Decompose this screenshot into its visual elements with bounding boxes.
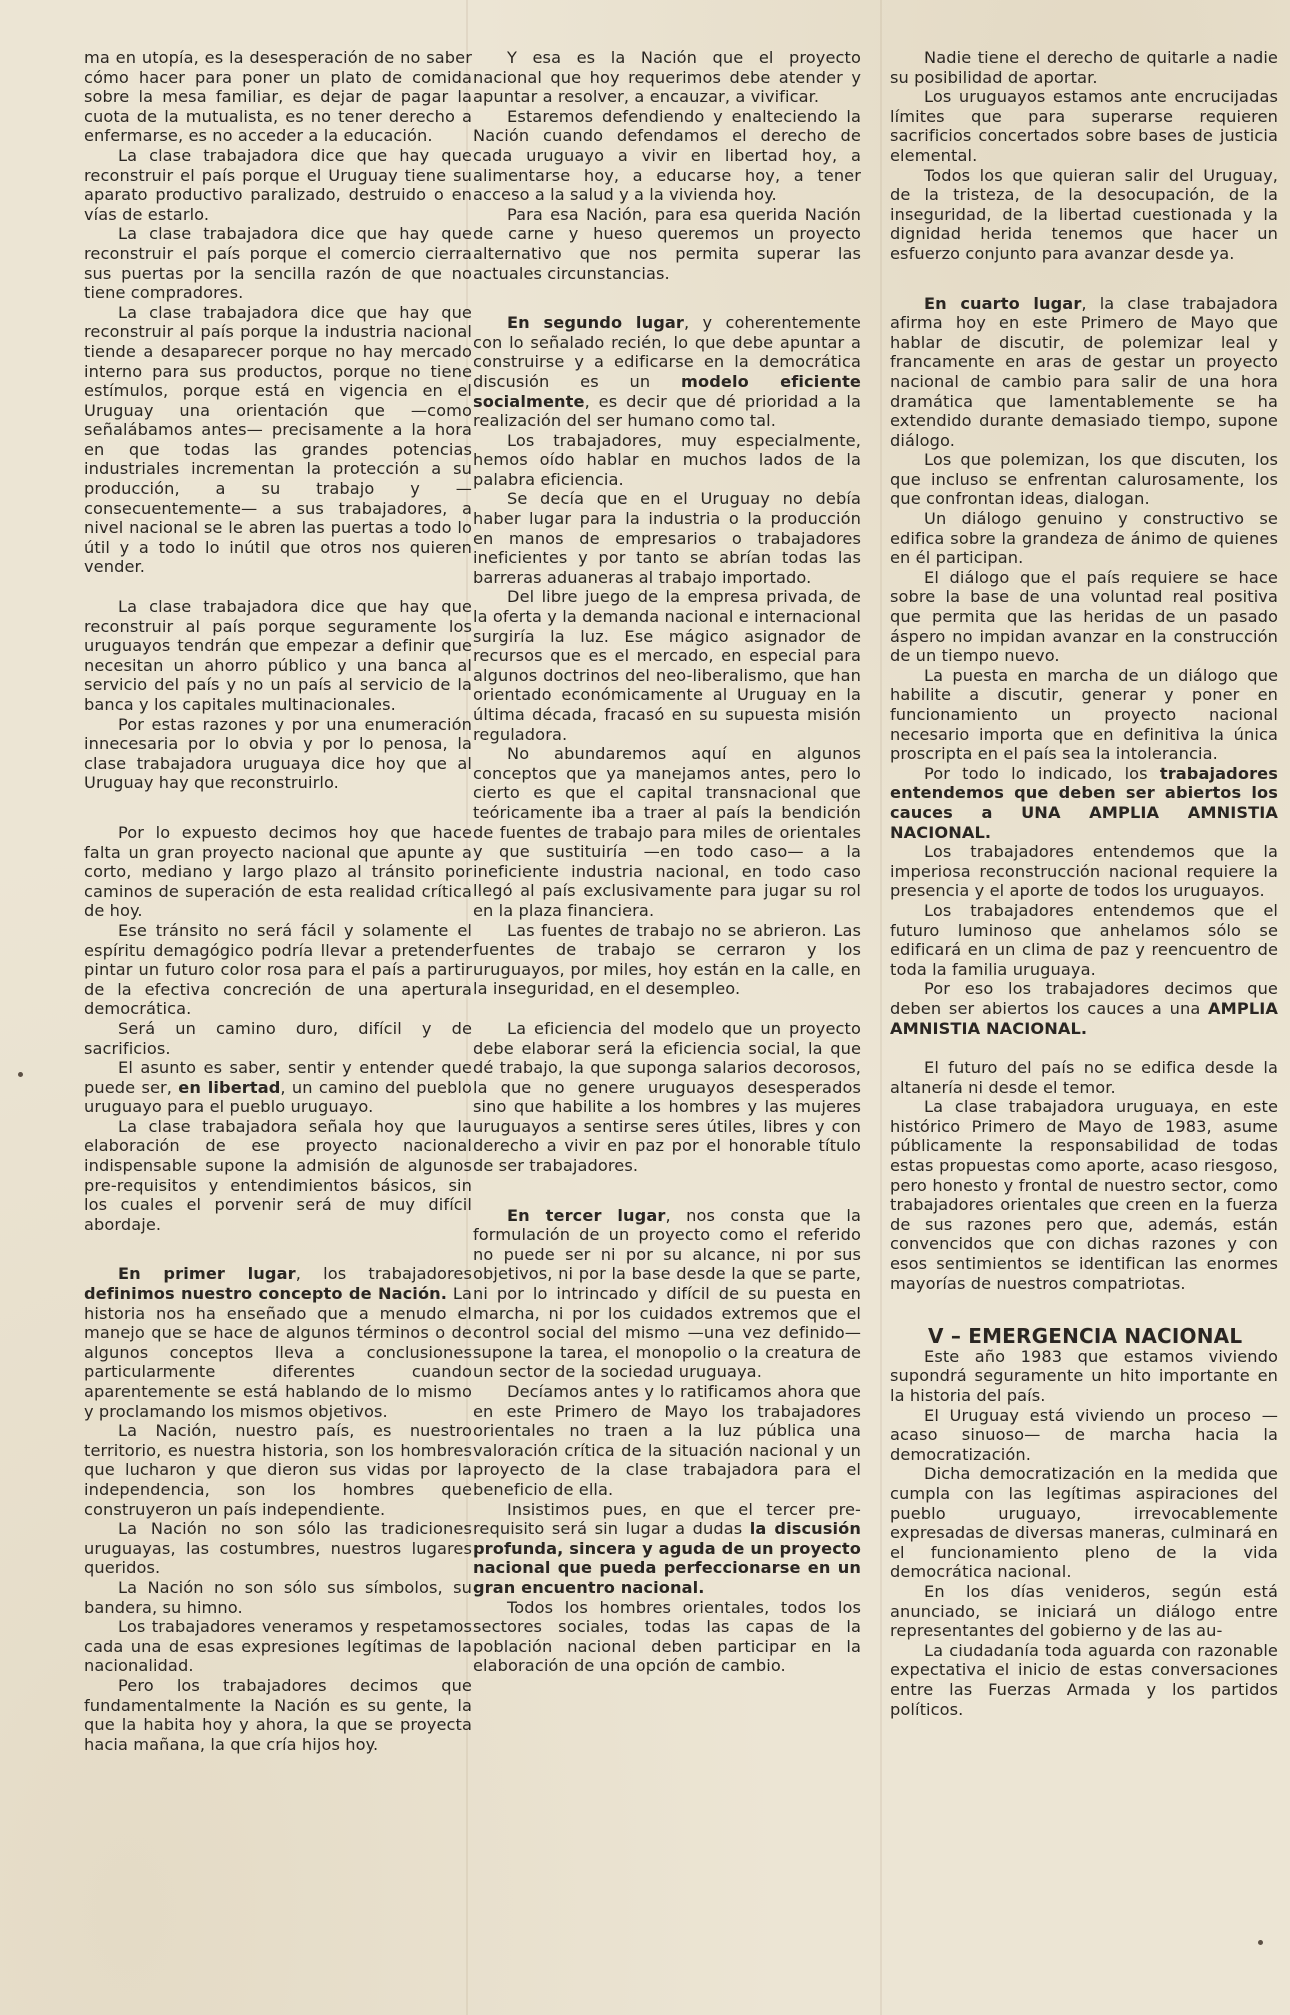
text-run: Será un camino duro, difícil y de sacrificios. xyxy=(84,1018,472,1058)
text-run: Decíamos antes y lo ratificamos ahora que en este Primero de Mayo los trabajadores orientales no traen a la luz pública una valoración crítica de la situación nacional y un proyecto de la clase trabajadora para el beneficio de ella. xyxy=(473,1382,861,1499)
paragraph xyxy=(890,87,1278,165)
paragraph xyxy=(84,1578,472,1617)
paragraph xyxy=(473,1382,861,1500)
text-run: Los uruguayos estamos ante encrucijadas límites que para superarse requieren sacrificios concertados sobre bases de justicia elemental. xyxy=(890,87,1278,165)
text-run: La puesta en marcha de un diálogo que habilite a discutir, generar y poner en funcionamiento un proyecto nacional necesario importa que en definitiva la única proscripta en el país sea la intolerancia. xyxy=(890,665,1278,764)
text-run: No abundaremos aquí en algunos conceptos que ya manejamos antes, pero lo cierto es que el capital transnacional que teóricamente iba a traer al país la bendición de fuentes de trabajo para miles de orientales y que sustituiría —en todo caso— a la ineficiente industria nacional, en todo caso llegó al país exclusivamente para jugar su rol en la plaza financiera. xyxy=(473,744,861,920)
text-run: Los que polemizan, los que discuten, los que incluso se enfrentan calurosamente, los que confrontan ideas, dialogan. xyxy=(890,450,1278,509)
paragraph xyxy=(890,842,1278,901)
text-run: La Nación no son sólo sus símbolos, su bandera, su himno. xyxy=(84,1577,472,1617)
text-run: Dicha democratización en la medida que cumpla con las legítimas aspiraciones del pueblo uruguayo, irrevocablemente expresadas de diversas maneras, culminará en el funcionamiento pleno de la vida democrática nacional. xyxy=(890,1464,1278,1582)
bold-text: definimos nuestro concepto de Nación. xyxy=(84,1284,448,1304)
paragraph xyxy=(890,166,1278,264)
section-heading: V – EMERGENCIA NACIONAL xyxy=(928,1324,1243,1349)
text-run: La eficiencia del modelo que un proyecto debe elaborar será la eficiencia social, la que dé trabajo, la que suponga salarios decorosos, la que no genere uruguayos desesperados sino que habilite a los hombres y las mujeres uruguayos a sentirse seres útiles, libres y con derecho a vivir en paz por el honorable título de ser trabajadores. xyxy=(473,1018,861,1176)
paragraph xyxy=(890,1058,1278,1097)
bold-text: la discusión profunda, sincera y aguda de un proyecto nacional que pueda perfeccionarse en un gran encuentro nacional. xyxy=(473,1519,862,1597)
text-run: Los trabajadores, muy especialmente, hemos oído hablar en muchos lados de la palabra eficiencia. xyxy=(473,430,861,489)
paragraph xyxy=(473,587,861,744)
text-run: Para esa Nación, para esa querida Nación de carne y hueso queremos un proyecto alternativo que nos permita superar las actuales circunstancias. xyxy=(473,204,861,283)
paragraph xyxy=(84,1058,472,1117)
paragraph xyxy=(890,1347,1278,1406)
text-run: Y esa es la Nación que el proyecto nacional que hoy requerimos debe atender y apuntar a resolver, a encauzar, a vivificar. xyxy=(473,48,861,107)
paragraph xyxy=(473,921,861,999)
text-run: Estaremos defendiendo y enalteciendo la Nación cuando defendamos el derecho de cada uruguayo a vivir en libertad hoy, a alimentarse hoy, a educarse hoy, a tener acceso a la salud y a la vivienda hoy. xyxy=(473,106,861,205)
paper-speck xyxy=(18,1072,23,1077)
text-run: La clase trabajadora uruguaya, en este histórico Primero de Mayo de 1983, asume públicamente la responsabilidad de todas estas propuestas como aporte, acaso riesgoso, pero honesto y frontal de nuestro sector, como trabajadores orientales que creen en la fuerza de sus razones pero que, además, están convencidos que con dichas razones y con esos sentimientos se identifican las enormes mayorías de nuestros compatriotas. xyxy=(890,1097,1278,1293)
text-run: ma en utopía, es la desesperación de no saber cómo hacer para poner un plato de comida sobre la mesa familiar, es dejar de pagar la cuota de la mutualista, es no tener derecho a enfermarse, es no acceder a la educación. xyxy=(84,48,472,146)
text-run: Los trabajadores entendemos que el futuro luminoso que anhelamos sólo se edificará en un clima de paz y reencuentro de toda la familia uruguaya. xyxy=(890,900,1278,979)
paragraph xyxy=(473,205,861,283)
paragraph xyxy=(890,509,1278,568)
text-run: En los días venideros, según está anunciado, se iniciará un diálogo entre representantes del gobierno y de las au- xyxy=(890,1581,1278,1641)
paragraph xyxy=(890,901,1278,979)
paragraph xyxy=(473,1206,861,1382)
paragraph xyxy=(84,1421,472,1519)
paragraph xyxy=(84,48,472,146)
text-run: El Uruguay está viviendo un proceso —acaso sinuoso— de marcha hacia la democratización. xyxy=(890,1405,1278,1464)
text-run: Todos los que quieran salir del Uruguay, de la tristeza, de la desocupación, de la inseguridad, de la libertad cuestionada y la dignidad herida tenemos que hacer un esfuerzo conjunto para avanzar desde ya. xyxy=(890,165,1278,263)
column-fold-line xyxy=(880,0,882,2015)
text-run: Pero los trabajadores decimos que fundamentalmente la Nación es su gente, la que la habita hoy y ahora, la que se proyecta hacia mañana, la que cría hijos hoy. xyxy=(84,1675,472,1754)
paragraph xyxy=(84,597,472,715)
paragraph xyxy=(84,921,472,1019)
text-run: Las fuentes de trabajo no se abrieron. Las fuentes de trabajo se cerraron y los uruguayos, por miles, hoy están en la calle, en la inseguridad, en el desempleo. xyxy=(473,920,861,999)
text-run: La Nación no son sólo las tradiciones uruguayas, las costumbres, nuestros lugares queridos. xyxy=(84,1519,472,1578)
bold-text: En tercer lugar xyxy=(507,1205,666,1225)
text-run: La historia nos ha enseñado que a menudo el manejo que se hace de algunos términos o de algunos conceptos lleva a conclusiones particularmente diferentes cuando aparentemente se está hablando de lo mismo y proclamando los mismos objetivos. xyxy=(84,1284,472,1421)
text-run: Todos los hombres orientales, todos los sectores sociales, todas las capas de la población nacional deben participar en la elaboración de una opción de cambio. xyxy=(473,1597,861,1676)
text-run: Nadie tiene el derecho de quitarle a nadie su posibilidad de aportar. xyxy=(890,48,1278,87)
paragraph xyxy=(84,1676,472,1754)
text-run: La clase trabajadora dice que hay que reconstruir el país porque el Uruguay tiene su aparato productivo paralizado, destruido o en vías de estarlo. xyxy=(84,145,472,224)
paragraph xyxy=(473,1500,861,1598)
paragraph xyxy=(890,1641,1278,1719)
text-run: El asunto es saber, sentir y entender que puede ser, xyxy=(84,1058,472,1097)
bold-text: En cuarto lugar xyxy=(924,293,1082,313)
paragraph xyxy=(890,764,1278,842)
text-run: , la clase trabajadora afirma hoy en este Primero de Mayo que hablar de discutir, de polemizar leal y francamente en aras de gestar un proyecto nacional de cambio para salir de una hora dramática que lamentablemente se ha extendido durante demasiado tiempo, supone diálogo. xyxy=(890,293,1278,450)
text-run: , nos consta que la formulación de un proyecto como el referido no puede ser ni por su alcance, ni por sus objetivos, ni por la base desde la que se parte, ni por lo intrincado y difícil de su puesta en marcha, ni por los cuidados extremos que el control social del mismo —una vez definido— supone la tarea, el monopolio o la creatura de un sector de la sociedad uruguaya. xyxy=(473,1205,861,1382)
text-run: Los trabajadores entendemos que la imperiosa reconstrucción nacional requiere la presencia y el aporte de todos los uruguayos. xyxy=(890,842,1278,901)
text-run: Un diálogo genuino y constructivo se edifica sobre la grandeza de ánimo de quienes en él participan. xyxy=(890,509,1278,568)
text-run: El futuro del país no se edifica desde la altanería ni desde el temor. xyxy=(890,1058,1278,1097)
paragraph xyxy=(890,979,1278,1038)
column-left xyxy=(84,48,472,1754)
text-run: , un camino del pueblo uruguayo para el pueblo uruguayo. xyxy=(84,1077,472,1117)
paragraph xyxy=(473,431,861,490)
paragraph xyxy=(84,823,472,921)
text-run: Del libre juego de la empresa privada, de la oferta y la demanda nacional e internacional surgiría la luz. Ese mágico asignador de recursos que es el mercado, en especial para algunos doctrinos del neo-liberalismo, que han orientado económicamente al Uruguay en la última década, fracasó en su supuesta misión reguladora. xyxy=(473,587,861,744)
text-run: Los trabajadores veneramos y respetamos cada una de esas expresiones legítimas de la nacionalidad. xyxy=(84,1617,472,1676)
paragraph xyxy=(84,1264,472,1421)
paragraph xyxy=(890,1464,1278,1582)
paragraph xyxy=(473,1598,861,1676)
text-run: Este año 1983 que estamos viviendo supondrá seguramente un hito importante en la historia del país. xyxy=(890,1346,1278,1405)
column-right xyxy=(890,48,1278,1719)
bold-text: en libertad xyxy=(178,1077,281,1097)
text-run: La clase trabajadora dice que hay que reconstruir al país porque la industria nacional tiende a desaparecer porque no hay mercado interno para sus productos, porque no tiene estímulos, porque está en vigencia en el Uruguay una orientación que —como señalábamos antes— precisamente a la hora en que todas las grandes potencias industriales incrementan la protección a su producción, a su trabajo y —consecuentemente— a sus trabajadores, a nivel nacional se le abren las puertas a todo lo útil y a todo lo inútil que otros nos quieren vender. xyxy=(84,302,472,577)
text-run: La clase trabajadora dice que hay que reconstruir el país porque el comercio cierra sus puertas por la sencilla razón de que no tiene compradores. xyxy=(84,224,472,303)
bold-text: En segundo lugar xyxy=(507,313,685,333)
text-run: La clase trabajadora señala hoy que la elaboración de ese proyecto nacional indispensable supone la admisión de algunos pre-requisitos y entendimientos básicos, sin los cuales el porvenir será de muy difícil abordaje. xyxy=(84,1116,472,1234)
paragraph xyxy=(890,1582,1278,1641)
paragraph xyxy=(890,294,1278,451)
paragraph xyxy=(84,1117,472,1235)
paragraph xyxy=(473,744,861,920)
text-run: La ciudadanía toda aguarda con razonable expectativa el inicio de estas conversaciones entre las Fuerzas Armada y los partidos políticos. xyxy=(890,1640,1278,1719)
text-run: El diálogo que el país requiere se hace sobre la base de una voluntad real positiva que permita que las heridas de un pasado áspero no impidan avanzar en la construcción de un tiempo nuevo. xyxy=(890,567,1278,666)
paragraph xyxy=(890,666,1278,764)
text-run: Ese tránsito no será fácil y solamente el espíritu demagógico podría llevar a pretender pintar un futuro color rosa para el país a partir de la efectiva concreción de una apertura democrática. xyxy=(84,920,472,1019)
bold-text: trabajadores entendemos que deben ser abiertos los cauces a UNA AMPLIA AMNISTIA NACIONAL. xyxy=(890,763,1278,842)
bold-text: modelo eficiente socialmente xyxy=(473,371,861,411)
paragraph xyxy=(890,48,1278,87)
paragraph xyxy=(473,1019,861,1176)
paragraph xyxy=(890,450,1278,509)
paragraph xyxy=(84,715,472,793)
text-run: La Nación, nuestro país, es nuestro territorio, es nuestra historia, son los hombres que lucharon y que dieron sus vidas por la independencia, son los hombres que construyeron un país independiente. xyxy=(84,1421,472,1519)
text-run: Por todo lo indicado, los xyxy=(924,763,1160,783)
paragraph xyxy=(890,1406,1278,1465)
paragraph xyxy=(473,489,861,587)
text-run: , y coherentemente con lo señalado recién, lo que debe apuntar a construirse y a edificarse en la democrática discusión es un xyxy=(473,313,861,391)
paragraph xyxy=(890,568,1278,666)
paragraph xyxy=(84,146,472,224)
paper-speck xyxy=(1258,1940,1263,1945)
text-run: , es decir que dé prioridad a la realización del ser humano como tal. xyxy=(473,391,861,431)
paragraph xyxy=(84,1617,472,1676)
text-run: Por eso los trabajadores decimos que deben ser abiertos los cauces a una xyxy=(890,979,1278,1018)
text-run: La clase trabajadora dice que hay que reconstruir al país porque seguramente los uruguayos tendrán que empezar a definir que necesitan un ahorro público y una banca al servicio del país y no un país al servicio de la banca y los capitales multinacionales. xyxy=(84,597,472,714)
paragraph xyxy=(473,107,861,205)
text-run: Por lo expuesto decimos hoy que hace falta un gran proyecto nacional que apunte a corto, mediano y largo plazo al tránsito por caminos de superación de esta realidad crítica de hoy. xyxy=(84,822,472,921)
paragraph xyxy=(84,224,472,302)
text-run: Se decía que en el Uruguay no debía haber lugar para la industria o la producción en manos de empresarios o trabajadores ineficientes y por tanto se abrían todas las barreras aduaneras al trabajo importado. xyxy=(473,489,861,587)
bold-text: En primer lugar xyxy=(118,1264,296,1284)
bold-text: AMPLIA AMNISTIA NACIONAL. xyxy=(890,998,1278,1038)
paragraph xyxy=(84,303,472,577)
text-run: Insistimos pues, en que el tercer pre-requisito será sin lugar a dudas xyxy=(473,1499,861,1539)
text-run: , los trabajadores xyxy=(295,1264,472,1284)
column-middle xyxy=(473,48,861,1676)
paragraph xyxy=(890,1097,1278,1293)
paragraph xyxy=(84,1519,472,1578)
paragraph xyxy=(84,1019,472,1058)
text-run: Por estas razones y por una enumeración innecesaria por lo obvia y por lo penosa, la clase trabajadora uruguaya dice hoy que al Uruguay hay que reconstruirlo. xyxy=(84,714,472,793)
paragraph xyxy=(473,313,861,431)
paragraph xyxy=(473,48,861,107)
